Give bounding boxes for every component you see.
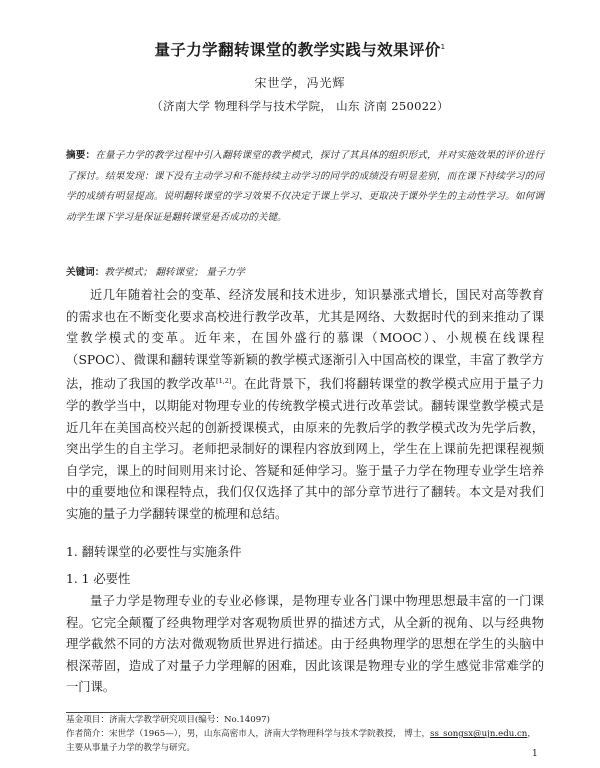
paper-authors: 宋世学，冯光辉 [254,76,346,90]
keywords-label: 关键词： [66,267,105,278]
footnote-funding: 基金项目：济南大学教学研究项目(编号：No.14097) [66,715,271,725]
abstract-label: 摘要： [66,150,96,161]
title-text: 量子力学翻转课堂的教学实践与效果评价 [154,41,441,59]
paragraph-1-text-b: 。在此背景下，我们将翻转课堂的教学模式应用于量子力学的教学当中，以期能对物理专业的传统教学模式进行改革尝试。翻转课堂教学模式是近几年在美国高校兴起的创新授课模式，由原来的先教后学的教学模式改为先学后教，突出学生的自主学习。老师把录制好的课程内容放到网上，学生在上课前先把课程视频自学完，课上的时间则用来讨论、答疑和延伸学习。鉴于量子力学在物理专业学生培养中的重要地位和课程特点，我们仅仅选择了其中的部分章节进行了翻转。本文是对我们实施的量子力学翻转课堂的梳理和总结。 [66,377,544,522]
keywords-text: 教学模式； 翻转课堂； 量子力学 [104,267,245,278]
paragraph-1-text-a: 近几年随着社会的变革、经济发展和技术进步，知识暴涨式增长，国民对高等教育的需求也在不断变化要求高校进行教学改革，尤其是网络、大数据时代的到来推动了课堂教学模式的变革。近年来，在国外盛行的慕课（MOOC）、小规模在线课程（SPOC）、微课和翻转课堂等新颖的教学模式逐渐引入中国高校的课堂，丰富了教学方法，推动了我国的教学改革 [66,288,544,392]
page-number: 1 [532,749,538,759]
subsection-heading-1-1: 1. 1 必要性 [66,572,131,586]
author-email-link[interactable]: ss_songsx@ujn.edu.cn [430,729,528,739]
keywords [66,264,544,278]
body-paragraph-1 [66,285,544,526]
body-paragraph-2: 量子力学是物理专业的专业必修课，是物理专业各门课中物理思想最丰富的一门课程。它完全颠覆了经典物理学对客观物质世界的描述方式，从全新的视角、以与经典物理学截然不同的方法对微观物质世界进行描述。由于经典物理学的思想在学生的头脑中根深蒂固，造成了对量子力学理解的困难，因此该课是物理专业的学生感觉非常难学的一门课。 [66,594,544,695]
title-footnote-mark: 1 [440,42,446,51]
paper-title [0,38,600,60]
citation-ref[interactable]: [1,2] [216,377,232,386]
author-bio-text-b: ，主要从事量子力学的教学与研究。 [66,729,536,753]
abstract-text: 在量子力学的教学过程中引入翻转课堂的教学模式，探讨了其具体的组织形式，并对实施效果的评价进行了探讨。结果发现：课下没有主动学习和不能持续主动学习的同学的成绩没有明显差别，而在课下持续学习的同学的成绩有明显提高。说明翻转课堂的学习效果不仅决定于课上学习、更取决于课外学生的主动性学习。如何调动学生课下学习是保证是翻转课堂是否成功的关键。 [66,150,545,223]
abstract [66,146,544,228]
author-bio-text-a: 作者简介：宋世学（1965—），男，山东高密市人，济南大学物理科学与技术学院教授， 博士， [66,729,431,739]
section-heading-1: 1. 翻转课堂的必要性与实施条件 [66,545,242,559]
footnote-divider [66,712,211,713]
footnote-author-bio [66,728,544,755]
paper-affiliation: （济南大学 物理科学与技术学院， 山东 济南 250022） [151,99,449,113]
